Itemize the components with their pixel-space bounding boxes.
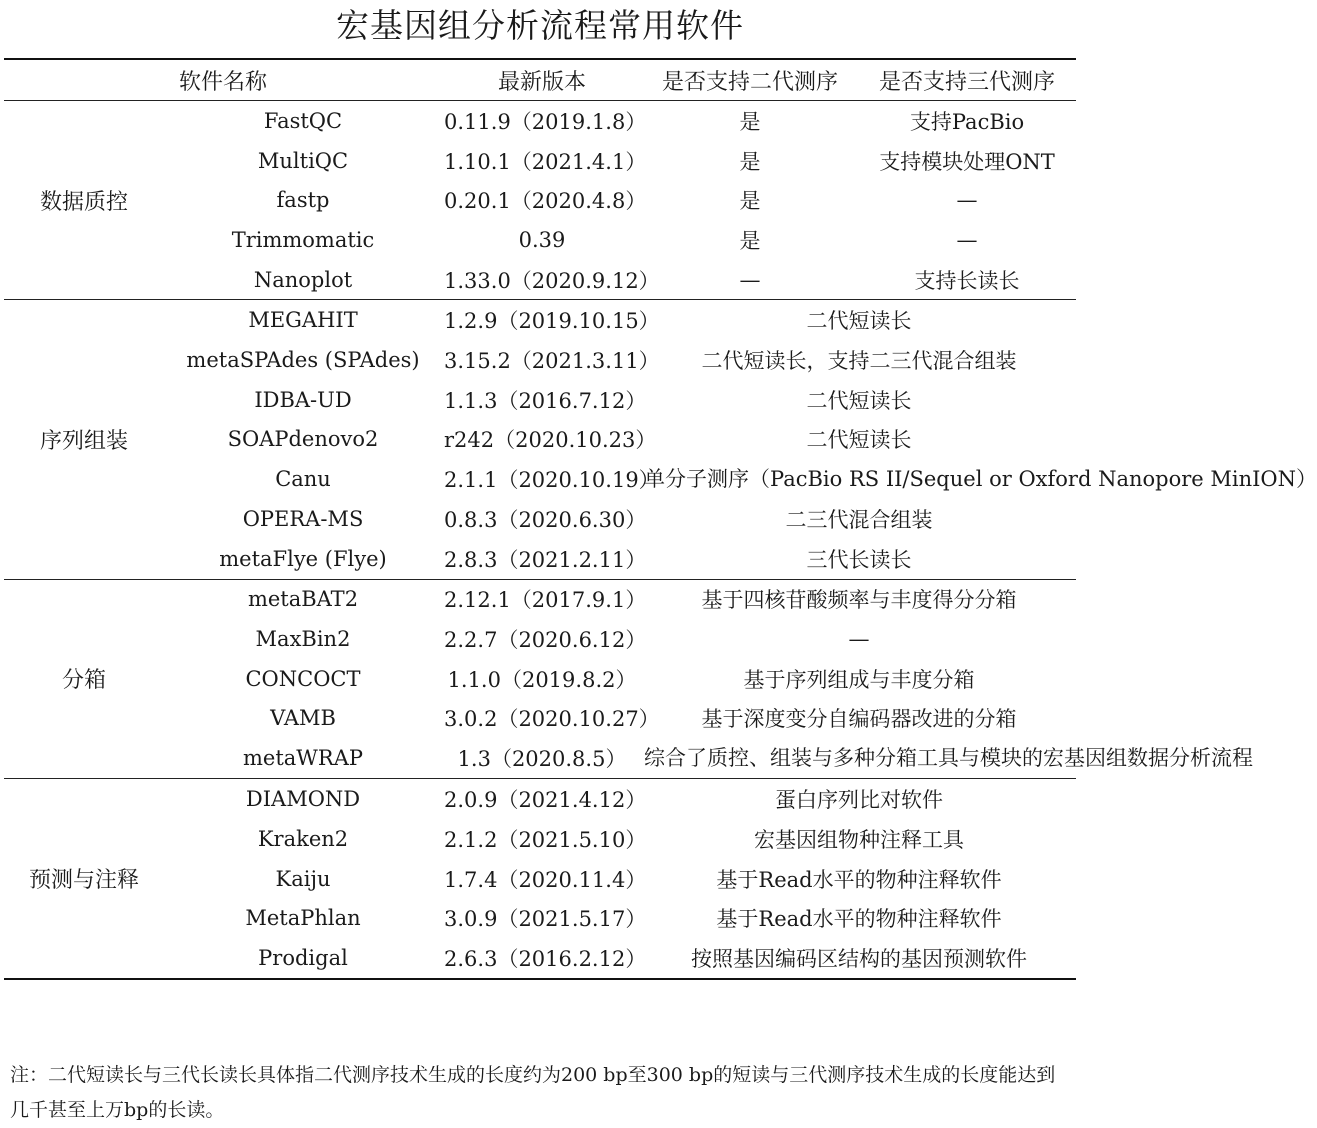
- tgs-cell: 支持模块处理ONT: [879, 149, 1055, 174]
- ngs-cell: 是: [739, 109, 761, 134]
- software-cell: FastQC: [263, 108, 343, 133]
- table-row: [4, 380, 1076, 420]
- tgs-cell: —: [956, 188, 978, 213]
- software-cell: OPERA-MS: [242, 507, 364, 532]
- header-tgs-support: 是否支持三代测序: [879, 69, 1056, 95]
- software-cell: Nanoplot: [253, 267, 353, 292]
- table-row: [4, 619, 1076, 659]
- version-cell: 0.20.1（2020.4.8）: [444, 189, 647, 214]
- support-cell: 二代短读长: [806, 309, 912, 334]
- support-cell: 按照基因编码区结构的基因预测软件: [691, 946, 1028, 971]
- support-cell: —: [848, 627, 870, 652]
- support-cell: 二代短读长，支持二三代混合组装: [701, 348, 1017, 373]
- software-cell: Trimmomatic: [231, 227, 375, 252]
- table-row: [4, 101, 1076, 141]
- version-cell: 2.12.1（2017.9.1）: [444, 588, 647, 613]
- ngs-cell: 是: [739, 149, 761, 174]
- table-footnote: 注：二代短读长与三代长读长具体指二代测序技术生成的长度约为200 bp至300 bp的短读与三代测序技术生成的长度能达到几千甚至上万bp的长读。: [10, 1064, 1056, 1121]
- table-row: [4, 340, 1076, 380]
- version-cell: 3.0.2（2020.10.27）: [444, 707, 660, 732]
- table-row: [4, 180, 1076, 220]
- software-cell: IDBA-UD: [254, 387, 352, 412]
- support-cell: 三代长读长: [806, 547, 912, 572]
- version-cell: 1.2.9（2019.10.15）: [444, 309, 660, 334]
- version-cell: 1.1.3（2016.7.12）: [444, 388, 647, 413]
- support-cell: 基于序列组成与丰度分箱: [743, 667, 975, 692]
- table-row: [4, 819, 1076, 859]
- support-cell: 蛋白序列比对软件: [775, 788, 944, 813]
- table-row: [4, 659, 1076, 699]
- support-cell: 基于Read水平的物种注释软件: [716, 867, 1002, 892]
- version-cell: 1.7.4（2020.11.4）: [444, 867, 647, 892]
- software-cell: Kraken2: [257, 826, 349, 851]
- software-cell: metaSPAdes (SPAdes): [186, 347, 420, 372]
- table-row: [4, 141, 1076, 181]
- ngs-cell: —: [739, 267, 761, 292]
- software-cell: MetaPhlan: [245, 906, 361, 931]
- table-row: [4, 898, 1076, 938]
- version-cell: 1.33.0（2020.9.12）: [444, 268, 660, 293]
- software-cell: CONCOCT: [245, 666, 361, 691]
- header-latest-version: 最新版本: [498, 69, 587, 95]
- category-cell: 序列组装: [39, 429, 128, 454]
- software-table: [4, 58, 1317, 980]
- version-cell: 3.0.9（2021.5.17）: [444, 907, 647, 932]
- table-row: [4, 738, 1076, 779]
- category-cell: 分箱: [61, 668, 106, 694]
- software-cell: MEGAHIT: [248, 308, 358, 333]
- table-row: [4, 220, 1076, 260]
- software-cell: Canu: [275, 467, 331, 492]
- version-cell: 2.8.3（2021.2.11）: [444, 547, 647, 572]
- ngs-cell: 是: [739, 228, 761, 253]
- version-cell: 1.3（2020.8.5）: [457, 747, 627, 772]
- table-title: 宏基因组分析流程常用软件: [336, 6, 744, 45]
- group-sequence-assembly: [4, 300, 1317, 579]
- software-cell: MultiQC: [257, 148, 349, 173]
- version-cell: 2.1.1（2020.10.19）: [444, 468, 660, 493]
- version-cell: 3.15.2（2021.3.11）: [444, 348, 660, 373]
- support-cell: 基于四核苷酸频率与丰度得分分箱: [701, 588, 1017, 613]
- version-cell: 1.10.1（2021.4.1）: [444, 149, 647, 174]
- software-cell: Kaiju: [275, 866, 331, 891]
- table-row: [4, 699, 1076, 739]
- software-cell: metaFlye (Flye): [219, 546, 387, 571]
- tgs-cell: —: [956, 227, 978, 252]
- support-cell: 二代短读长: [806, 428, 912, 453]
- category-cell: 预测与注释: [28, 868, 139, 894]
- support-cell: 综合了质控、组装与多种分箱工具与模块的宏基因组数据分析流程: [644, 746, 1254, 771]
- tgs-cell: 支持PacBio: [909, 109, 1025, 134]
- header-software-name: 软件名称: [179, 69, 268, 95]
- support-cell: 基于深度变分自编码器改进的分箱: [701, 707, 1017, 732]
- support-cell: 二三代混合组装: [785, 508, 933, 533]
- version-cell: 2.2.7（2020.6.12）: [444, 628, 647, 653]
- version-cell: r242（2020.10.23）: [444, 428, 657, 453]
- group-binning: [4, 579, 1254, 779]
- support-cell: 基于Read水平的物种注释软件: [716, 907, 1002, 932]
- table-row: [4, 420, 1076, 460]
- version-cell: 0.11.9（2019.1.8）: [444, 109, 647, 134]
- support-cell: 二代短读长: [806, 388, 912, 413]
- group-prediction-annotation: [4, 779, 1076, 979]
- software-cell: DIAMOND: [245, 787, 361, 812]
- version-cell: 2.6.3（2016.2.12）: [444, 946, 647, 971]
- version-cell: 1.1.0（2019.8.2）: [447, 667, 637, 692]
- table-row: [4, 499, 1076, 539]
- table-row: [4, 779, 1076, 819]
- version-cell: 0.8.3（2020.6.30）: [444, 508, 647, 533]
- group-quality-control: [4, 101, 1076, 300]
- ngs-cell: 是: [739, 189, 761, 214]
- table-row: [4, 300, 1076, 340]
- header-ngs-support: 是否支持二代测序: [662, 69, 839, 95]
- software-cell: VAMB: [270, 706, 336, 731]
- category-cell: 数据质控: [39, 189, 128, 215]
- table-row: [4, 539, 1076, 579]
- software-cell: SOAPdenovo2: [227, 427, 379, 452]
- software-cell: fastp: [276, 188, 330, 213]
- software-cell: MaxBin2: [255, 627, 351, 652]
- version-cell: 0.39: [518, 227, 566, 252]
- table-row: [4, 459, 1076, 499]
- version-cell: 2.0.9（2021.4.12）: [444, 788, 647, 813]
- table-row: [4, 579, 1076, 619]
- tgs-cell: 支持长读长: [914, 268, 1020, 293]
- table-row: [4, 859, 1076, 899]
- header-row: [4, 59, 1076, 101]
- version-cell: 2.1.2（2021.5.10）: [444, 827, 647, 852]
- support-cell: 单分子测序（PacBio RS II/Sequel or Oxford Nanopore MinION）: [644, 467, 1317, 492]
- table-row: [4, 260, 1076, 300]
- support-cell: 宏基因组物种注释工具: [754, 827, 965, 852]
- software-cell: metaBAT2: [247, 587, 359, 612]
- table-row: [4, 938, 1076, 979]
- software-cell: Prodigal: [258, 945, 348, 970]
- software-cell: metaWRAP: [243, 746, 363, 771]
